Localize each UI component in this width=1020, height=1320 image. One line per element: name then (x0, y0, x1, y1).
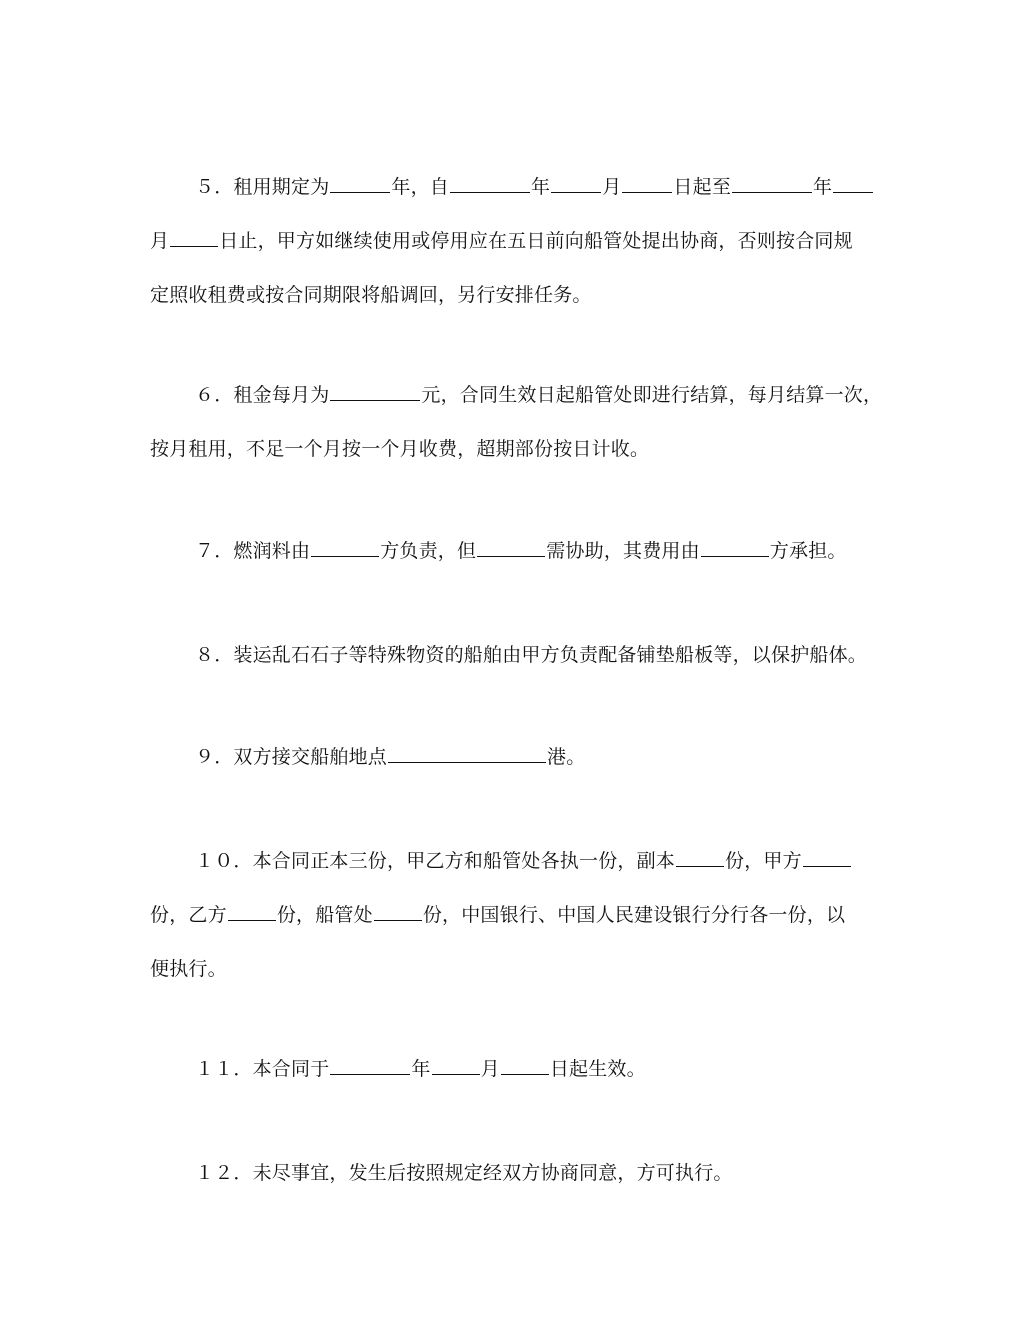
text-segment: ７．燃润料由 (195, 540, 311, 562)
text-segment: 年，自 (391, 176, 450, 198)
text-segment: １０．本合同正本三份，甲乙方和船管处各执一份，副本 (195, 850, 676, 872)
fill-in-blank (501, 1056, 549, 1075)
text-segment: 份，甲方 (725, 850, 802, 872)
clause-10-line-1 (195, 848, 852, 874)
text-segment: ６．租金每月为 (195, 384, 330, 406)
fill-in-blank (551, 174, 601, 193)
clause-8-line-1 (195, 642, 867, 668)
clause-12-line-1 (195, 1160, 733, 1186)
text-segment: 份，乙方 (150, 904, 227, 926)
clause-10-line-3 (150, 956, 227, 982)
clause-6-line-1 (195, 382, 882, 408)
text-segment: 月 (150, 230, 170, 252)
clause-9-line-1 (195, 744, 585, 770)
text-segment: 需协助，其费用由 (546, 540, 700, 562)
fill-in-blank (676, 848, 724, 867)
clause-5-line-3 (150, 282, 592, 308)
text-segment: １１．本合同于 (195, 1058, 330, 1080)
text-segment: 按月租用，不足一个月按一个月收费，超期部份按日计收。 (150, 438, 650, 460)
text-segment: 日止，甲方如继续使用或停用应在五日前向船管处提出协商，否则按合同规 (219, 230, 853, 252)
text-segment: 港。 (547, 746, 586, 768)
text-segment: 月 (602, 176, 622, 198)
text-segment: 方承担。 (769, 540, 847, 562)
text-segment: 元，合同生效日起船管处即进行结算，每月结算一次， (421, 384, 883, 406)
text-segment: 份，船管处 (276, 904, 373, 926)
fill-in-blank (622, 174, 672, 193)
fill-in-blank (701, 538, 769, 557)
text-segment: ９．双方接交船舶地点 (195, 746, 388, 768)
fill-in-blank (170, 228, 218, 247)
fill-in-blank (330, 1056, 410, 1075)
fill-in-blank (477, 538, 545, 557)
text-segment: 便执行。 (150, 958, 227, 980)
fill-in-blank (450, 174, 530, 193)
text-segment: 方负责，但 (380, 540, 477, 562)
fill-in-blank (432, 1056, 480, 1075)
fill-in-blank (374, 902, 422, 921)
fill-in-blank (228, 902, 276, 921)
clause-5-line-1 (195, 174, 874, 200)
text-segment: 日起生效。 (549, 1058, 646, 1080)
text-segment: ５．租用期定为 (195, 176, 330, 198)
text-segment: ８．装运乱石石子等特殊物资的船舶由甲方负责配备铺垫船板等，以保护船体。 (195, 644, 868, 666)
text-segment: 年 (813, 176, 833, 198)
text-segment: 年 (411, 1058, 431, 1080)
text-segment: 年 (531, 176, 551, 198)
fill-in-blank (833, 174, 873, 193)
fill-in-blank (311, 538, 379, 557)
text-segment: 定照收租费或按合同期限将船调回，另行安排任务。 (150, 284, 592, 306)
clause-5-line-2 (150, 228, 853, 254)
text-segment: 日起至 (673, 176, 732, 198)
fill-in-blank (732, 174, 812, 193)
clause-7-line-1 (195, 538, 847, 564)
fill-in-blank (388, 744, 546, 763)
fill-in-blank (330, 174, 390, 193)
fill-in-blank (803, 848, 851, 867)
clause-10-line-2 (150, 902, 845, 928)
fill-in-blank (330, 382, 420, 401)
text-segment: １２．未尽事宜，发生后按照规定经双方协商同意，方可执行。 (195, 1162, 733, 1184)
text-segment: 月 (480, 1058, 500, 1080)
clause-6-line-2 (150, 436, 649, 462)
text-segment: 份，中国银行、中国人民建设银行分行各一份，以 (422, 904, 846, 926)
clause-11-line-1 (195, 1056, 646, 1082)
